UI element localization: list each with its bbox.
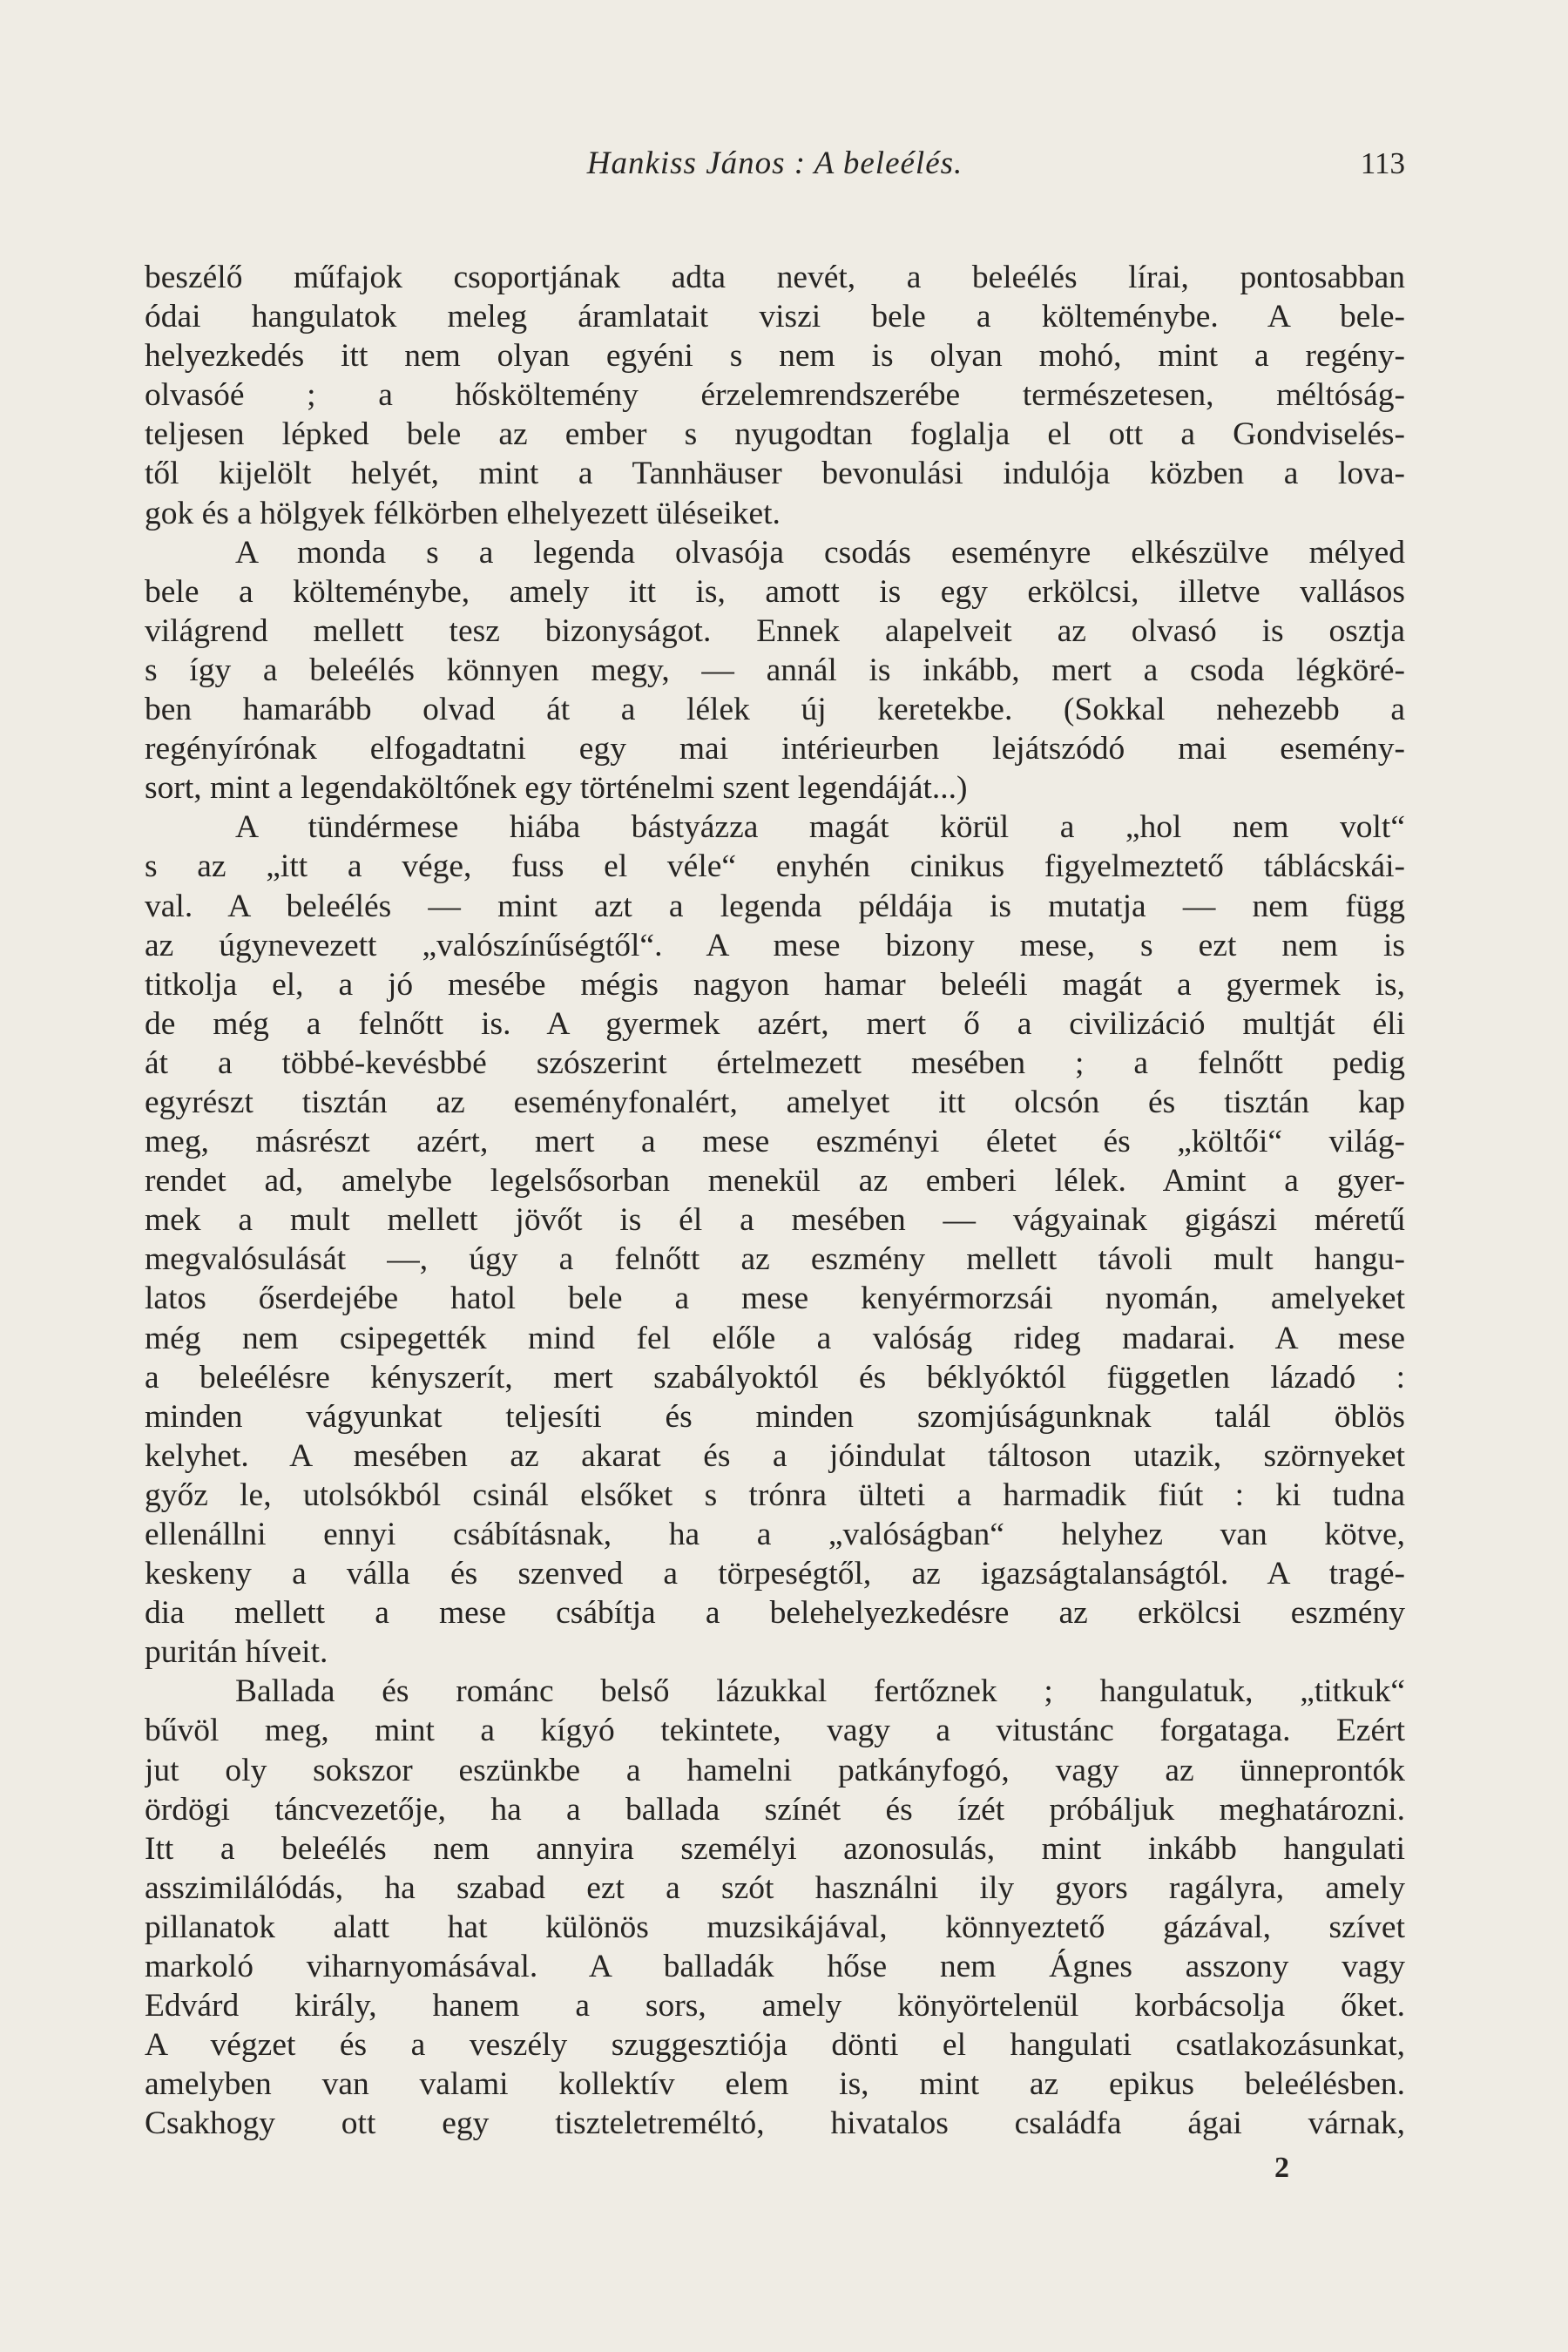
- text-line: helyezkedés itt nem olyan egyéni s nem is olyan mohó, mint a regény-: [145, 338, 1405, 375]
- text-line: teljesen lépked bele az ember s nyugodtan foglalja el ott a Gondviselés-: [145, 416, 1405, 453]
- text-line: ellenállni ennyi csábításnak, ha a „valóságban“ helyhez van kötve,: [145, 1517, 1405, 1552]
- text-line: s így a beleélés könnyen megy, — annál is inkább, mert a csoda légköré-: [145, 652, 1405, 688]
- text-line: megvalósulását —, úgy a felnőtt az eszmény mellett távoli mult hangu-: [145, 1241, 1405, 1278]
- paragraph-start-line: A tündérmese hiába bástyázza magát körül a „hol nem volt“: [235, 809, 1405, 846]
- text-line: egyrészt tisztán az eseményfonalért, amelyet itt olcsón és tisztán kap: [145, 1084, 1405, 1120]
- text-line: gok és a hölgyek félkörben elhelyezett üléseiket.: [145, 495, 781, 531]
- body-text: [145, 258, 1405, 2144]
- text-line: minden vágyunkat teljesíti és minden szomjúságunknak talál öblös: [145, 1398, 1405, 1435]
- text-line: val. A beleélés — mint azt a legenda példája is mutatja — nem függ: [145, 888, 1405, 924]
- text-line: markoló viharnyomásával. A balladák hőse nem Ágnes asszony vagy: [145, 1949, 1405, 1985]
- text-line: sort, mint a legendaköltőnek egy történelmi szent legendáját...): [145, 770, 968, 807]
- running-head: [145, 145, 1405, 197]
- text-line: meg, másrészt azért, mert a mese eszményi életet és „költői“ világ-: [145, 1124, 1405, 1160]
- text-line: s az „itt a vége, fuss el véle“ enyhén cinikus figyelmeztető táblácskái-: [145, 848, 1405, 885]
- text-line: a beleélésre kényszerít, mert szabályoktól és béklyóktól független lázadó :: [145, 1359, 1405, 1396]
- text-line: pillanatok alatt hat különös muzsikájával, könnyeztető gázával, szívet: [145, 1909, 1405, 1945]
- text-line: ben hamarább olvad át a lélek új keretekbe. (Sokkal nehezebb a: [145, 692, 1405, 728]
- text-line: puritán híveit.: [145, 1634, 328, 1671]
- text-line: Csakhogy ott egy tiszteletreméltó, hivatalos családfa ágai várnak,: [145, 2105, 1405, 2142]
- paragraph-start-line: Ballada és románc belső lázukkal fertőznek ; hangulatuk, „titkuk“: [235, 1673, 1405, 1710]
- text-line: A végzet és a veszély szuggesztiója dönti el hangulati csatlakozásunkat,: [145, 2027, 1405, 2064]
- text-line: keskeny a válla és szenved a törpeségtől, az igazságtalanságtól. A tragé-: [145, 1556, 1405, 1592]
- text-line: még nem csipegették mind fel előle a valóság rideg madarai. A mese: [145, 1320, 1405, 1356]
- page-number: 113: [1360, 146, 1405, 180]
- text-line: bűvöl meg, mint a kígyó tekintete, vagy a vitustánc forgataga. Ezért: [145, 1713, 1405, 1749]
- text-line: beszélő műfajok csoportjának adta nevét, a beleélés lírai, pontosabban: [145, 260, 1405, 295]
- paragraph-start-line: A monda s a legenda olvasója csodás eseményre elkészülve mélyed: [235, 534, 1405, 571]
- text-line: ódai hangulatok meleg áramlatait viszi bele a költeménybe. A bele-: [145, 299, 1405, 335]
- text-line: olvasóé ; a hősköltemény érzelemrendszerébe természetesen, méltóság-: [145, 377, 1405, 414]
- text-line: titkolja el, a jó mesébe mégis nagyon hamar beleéli magát a gyermek is,: [145, 966, 1405, 1003]
- text-line: de még a felnőtt is. A gyermek azért, mert ő a civilizáció multját éli: [145, 1005, 1405, 1042]
- text-line: az úgynevezett „valószínűségtől“. A mese bizony mese, s ezt nem is: [145, 927, 1405, 963]
- text-line: világrend mellett tesz bizonyságot. Ennek alapelveit az olvasó is osztja: [145, 612, 1405, 649]
- text-line: amelyben van valami kollektív elem is, mint az epikus beleélésben.: [145, 2066, 1405, 2103]
- text-line: mek a mult mellett jövőt is él a mesében — vágyainak gigászi méretű: [145, 1202, 1405, 1239]
- text-line: győz le, utolsókból csinál elsőket s trónra ülteti a harmadik fiút : ki tudna: [145, 1477, 1405, 1513]
- text-line: bele a költeménybe, amely itt is, amott is egy erkölcsi, illetve vallásos: [145, 573, 1405, 610]
- text-line: kelyhet. A mesében az akarat és a jóindulat táltoson utazik, szörnyeket: [145, 1437, 1405, 1474]
- text-line: től kijelölt helyét, mint a Tannhäuser bevonulási indulója közben a lova-: [145, 456, 1405, 492]
- text-line: át a többé-kevésbbé szószerint értelmezett mesében ; a felnőtt pedig: [145, 1044, 1405, 1081]
- text-line: rendet ad, amelybe legelsősorban menekül az emberi lélek. Amint a gyer-: [145, 1163, 1405, 1200]
- running-title: Hankiss János : A beleélés.: [586, 145, 963, 181]
- text-line: Itt a beleélés nem annyira személyi azonosulás, mint inkább hangulati: [145, 1830, 1405, 1867]
- text-line: dia mellett a mese csábítja a belehelyezkedésre az erkölcsi eszmény: [145, 1595, 1405, 1632]
- printer-signature-mark: 2: [1274, 2152, 1289, 2184]
- text-line: ördögi táncvezetője, ha a ballada színét és ízét próbáljuk meghatározni.: [145, 1791, 1405, 1828]
- text-line: Edvárd király, hanem a sors, amely könyörtelenül korbácsolja őket.: [145, 1988, 1405, 2024]
- text-line: latos őserdejébe hatol bele a mese kenyérmorzsái nyomán, amelyeket: [145, 1281, 1405, 1317]
- text-line: regényírónak elfogadtatni egy mai intérieurben lejátszódó mai esemény-: [145, 731, 1405, 767]
- text-line: jut oly sokszor eszünkbe a hamelni patkányfogó, vagy az ünneprontók: [145, 1752, 1405, 1788]
- text-line: asszimilálódás, ha szabad ezt a szót használni ily gyors ragályra, amely: [145, 1869, 1405, 1906]
